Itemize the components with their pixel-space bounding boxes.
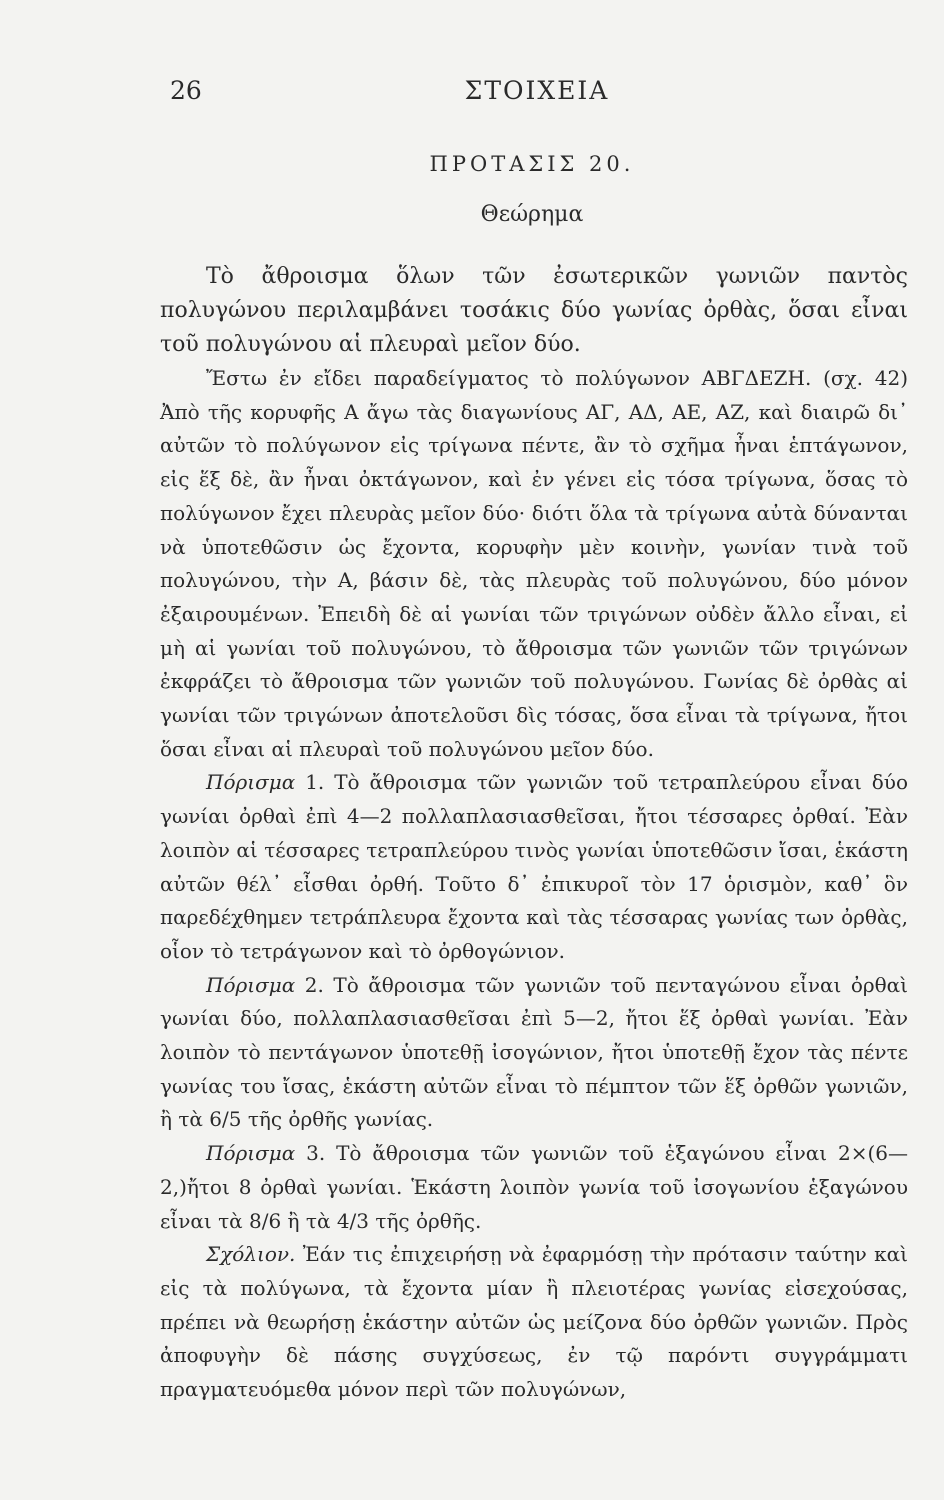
proposition-heading: ΠΡΟΤΑΣΙΣ 20. [429, 152, 635, 176]
corollary-2-fraction: 6/5 [209, 1107, 242, 1132]
corollary-3-fraction-b: 4/3 [336, 1208, 370, 1233]
corollary-3-fraction-a: 8/6 [249, 1208, 282, 1233]
corollary-3-label: Πόρισμα [206, 1141, 296, 1166]
corollary-1 [160, 766, 908, 968]
scholium-text: Ἐάν τις ἐπιχειρήσῃ νὰ ἐφαρμόσῃ τὴν πρότασιν ταύτην καὶ εἰς τὰ πολύγωνα, τὰ ἔχοντα μίαν ἢ πλειοτέρας γωνίας εἰσεχούσας, πρέπει νὰ θεωρήσῃ ἑκάστην αὐτῶν ὡς μείζονα δύο ὀρθῶν γωνιῶν. Πρὸς ἀποφυγὴν δὲ πάσης συγχύσεως, ἐν τῷ παρόντι συγγράμματι πραγματευόμεθα μόνον περὶ τῶν πολυγώνων, [160, 1242, 908, 1402]
corollary-1-label: Πόρισμα [206, 770, 296, 795]
corollary-2 [160, 969, 908, 1138]
theorem-label: Θεώρημα [480, 202, 584, 227]
scholium-label: Σχόλιον. [206, 1242, 296, 1267]
corollary-3-text-end: τῆς ὀρθῆς. [375, 1208, 482, 1233]
running-title: ΣΤΟΙΧΕΙΑ [464, 76, 610, 105]
scholium [160, 1238, 908, 1407]
corollary-3-middle: ἢ τὰ [287, 1208, 331, 1233]
corollary-2-label: Πόρισμα [206, 972, 296, 997]
theorem-statement: Τὸ ἄθροισμα ὅλων τῶν ἐσωτερικῶν γωνιῶν παντὸς πολυγώνου περιλαμβάνει τοσάκις δύο γωνίας ὀρθὰς, ὅσαι εἶναι τοῦ πολυγώνου αἱ πλευραὶ μεῖον δύο. [160, 264, 908, 357]
page-number: 26 [170, 76, 202, 105]
proof-paragraph: Ἔστω ἐν εἴδει παραδείγματος τὸ πολύγωνον ΑΒΓΔΕΖΗ. (σχ. 42) Ἀπὸ τῆς κορυφῆς Α ἄγω τὰς διαγωνίους ΑΓ, ΑΔ, ΑΕ, ΑΖ, καὶ διαιρῶ δι᾽ αὐτῶν τὸ πολύγωνον εἰς τρίγωνα πέντε, ἂν τὸ σχῆμα ἦναι ἑπτάγωνον, εἰς ἕξ δὲ, ἂν ἦναι ὀκτάγωνον, καὶ ἐν γένει εἰς τόσα τρίγωνα, ὅσας τὸ πολύγωνον ἔχει πλευρὰς μεῖον δύο· διότι ὅλα τὰ τρίγωνα αὐτὰ δύνανται νὰ ὑποτεθῶσιν ὡς ἔχοντα, κορυφὴν μὲν κοινὴν, γωνίαν τινὰ τοῦ πολυγώνου, τὴν Α, βάσιν δὲ, τὰς πλευρὰς τοῦ πολυγώνου, δύο μόνον ἐξαιρουμένων. Ἐπειδὴ δὲ αἱ γωνίαι τῶν τριγώνων οὐδὲν ἄλλο εἶναι, εἰ μὴ αἱ γωνίαι τοῦ πολυγώνου, τὸ ἄθροισμα τῶν γωνιῶν τῶν τριγώνων ἐκφράζει τὸ ἄθροισμα τῶν γωνιῶν τοῦ πολυγώνου. Γωνίας δὲ ὀρθὰς αἱ γωνίαι τῶν τριγώνων ἀποτελοῦσι δὶς τόσας, ὅσα εἶναι τὰ τρίγωνα, ἤτοι ὅσαι εἶναι αἱ πλευραὶ τοῦ πολυγώνου μεῖον δύο. [160, 366, 908, 761]
corollary-2-text-end: τῆς ὀρθῆς γωνίας. [247, 1107, 434, 1132]
body-text [160, 260, 908, 1407]
corollary-3-number: 3. [306, 1141, 326, 1166]
corollary-3-text: Τὸ ἄθροισμα τῶν γωνιῶν τοῦ ἑξαγώνου εἶναι 2×(6—2,)ἤτοι 8 ὀρθαὶ γωνίαι. Ἑκάστη λοιπὸν γωνία τοῦ ἰσογωνίου ἑξαγώνου εἶναι τὰ [160, 1141, 909, 1233]
corollary-1-text: Τὸ ἄθροισμα τῶν γωνιῶν τοῦ τετραπλεύρου εἶναι δύο γωνίαι ὀρθαὶ ἐπὶ 4—2 πολλαπλασιασθεῖσαι, ἤτοι τέσσαρες ὀρθαί. Ἐὰν λοιπὸν αἱ τέσσαρες τετραπλεύρου τινὸς γωνίαι ὑποτεθῶσιν ἴσαι, ἑκάστη αὐτῶν θέλ᾽ εἶσθαι ὀρθή. Τοῦτο δ᾽ ἐπικυροῖ τὸν 17 ὁρισμὸν, καθ᾽ ὃν παρεδέχθημεν τετράπλευρα ἔχοντα καὶ τὰς τέσσαρας γωνίας των ὀρθὰς, οἷον τὸ τετράγωνον καὶ τὸ ὀρθογώνιον. [160, 770, 909, 963]
page-header [170, 76, 904, 116]
corollary-3 [160, 1137, 908, 1238]
corollary-1-number: 1. [305, 770, 325, 795]
corollary-2-text: Τὸ ἄθροισμα τῶν γωνιῶν τοῦ πενταγώνου εἶναι ὀρθαὶ γωνίαι δύο, πολλαπλασιασθεῖσαι ἐπὶ 5—2, ἤτοι ἕξ ὀρθαὶ γωνίαι. Ἐὰν λοιπὸν τὸ πεντάγωνον ὑποτεθῇ ἰσογώνιον, ἤτοι ὑποτεθῇ ἔχον τὰς πέντε γωνίας του ἴσας, ἑκάστη αὐτῶν εἶναι τὸ πέμπτον τῶν ἕξ ὀρθῶν γωνιῶν, ἢ τὰ [160, 972, 909, 1132]
corollary-2-number: 2. [304, 972, 324, 997]
